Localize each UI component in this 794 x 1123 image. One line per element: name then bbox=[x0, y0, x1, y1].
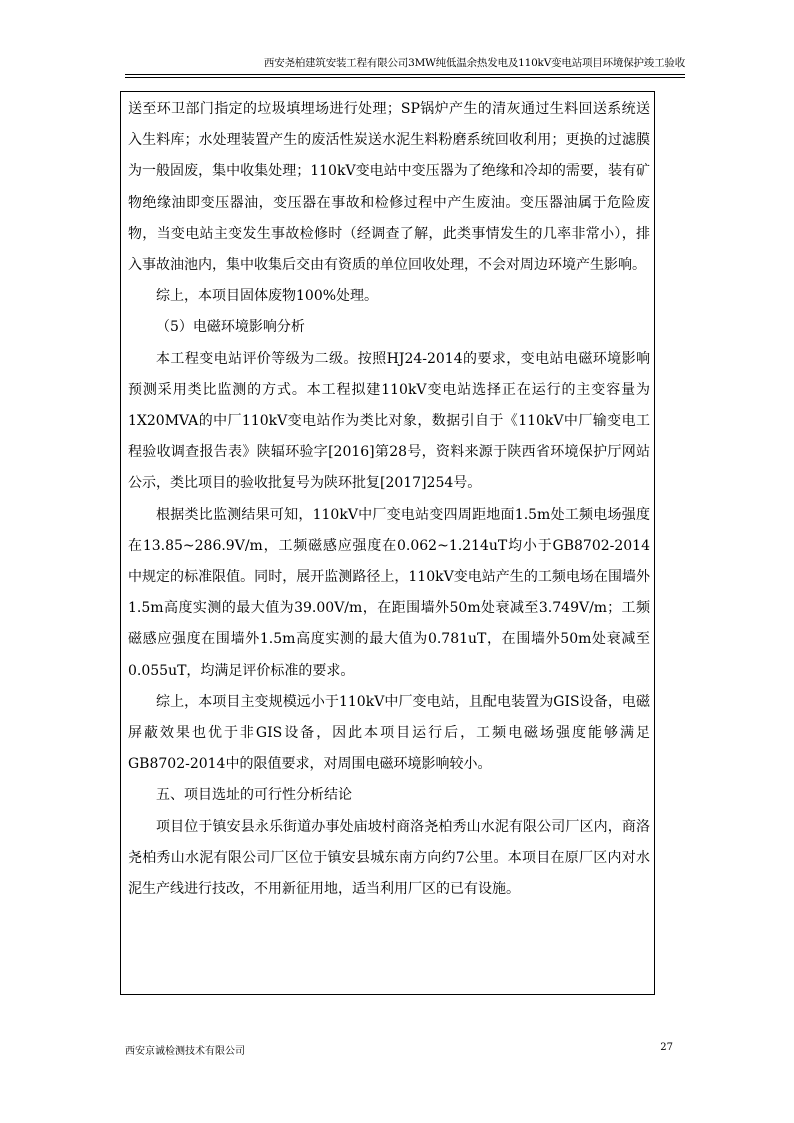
page-header-title: 西安尧柏建筑安装工程有限公司3MW纯低温余热发电及110kV变电站项目环境保护竣工验收 bbox=[263, 57, 685, 69]
paragraph-monitoring-results: 根据类比监测结果可知，110kV中厂变电站变四周距地面1.5m处工频电场强度在13.85~286.9V/m，工频磁感应强度在0.062~1.214uT均小于GB8702-2014中规定的标准限值。同时，展开监测路径上，110kV变电站产生的工频电场在围墙外1.5m高度实测的最大值为39.00V/m，在距围墙外50m处衰减至3.749V/m；工频磁感应强度在围墙外1.5m高度实测的最大值为0.781uT，在围墙外50m处衰减至0.055uT，均满足评价标准的要求。 bbox=[128, 506, 650, 679]
header-rule-top bbox=[125, 74, 685, 75]
paragraph-solid-waste-summary: 综上，本项目固体废物100%处理。 bbox=[156, 288, 379, 305]
page-number: 27 bbox=[660, 1042, 673, 1053]
header-rule-bottom bbox=[125, 77, 685, 78]
section-heading-electromagnetic: （5）电磁环境影响分析 bbox=[156, 319, 305, 336]
paragraph-electromagnetic-summary: 综上，本项目主变规模远小于110kV中厂变电站，且配电装置为GIS设备，电磁屏蔽效果也优于非GIS设备，因此本项目运行后，工频电磁场强度能够满足GB8702-2014中的限值要求，对周围电磁环境影响较小。 bbox=[128, 693, 650, 773]
paragraph-substation-evaluation: 本工程变电站评价等级为二级。按照HJ24-2014的要求，变电站电磁环境影响预测采用类比监测的方式。本工程拟建110kV变电站选择正在运行的主变容量为1X20MVA的中厂110kV变电站作为类比对象，数据引自于《110kV中厂输变电工程验收调查报告表》陕辐环验字[2016]第28号，资料来源于陕西省环境保护厅网站公示，类比项目的验收批复号为陕环批复[2017]254号。 bbox=[128, 350, 650, 492]
paragraph-site-location: 项目位于镇安县永乐街道办事处庙坡村商洛尧柏秀山水泥有限公司厂区内，商洛尧柏秀山水泥有限公司厂区位于镇安县城东南方向约7公里。本项目在原厂区内对水泥生产线进行技改，不用新征用地，适当利用厂区的已有设施。 bbox=[128, 818, 650, 898]
body-text bbox=[128, 94, 650, 905]
section-heading-site-feasibility: 五、项目选址的可行性分析结论 bbox=[156, 787, 352, 804]
paragraph-solid-waste-continued: 送至环卫部门指定的垃圾填埋场进行处理；SP锅炉产生的清灰通过生料回送系统送入生料库；水处理装置产生的废活性炭送水泥生料粉磨系统回收利用；更换的过滤膜为一般固废，集中收集处理；110kV变电站中变压器为了绝缘和冷却的需要，装有矿物绝缘油即变压器油，变压器在事故和检修过程中产生废油。变压器油属于危险废物，当变电站主变发生事故检修时（经调查了解，此类事情发生的几率非常小），排入事故油池内，集中收集后交由有资质的单位回收处理，不会对周边环境产生影响。 bbox=[128, 101, 650, 274]
footer-company: 西安京诚检测技术有限公司 bbox=[125, 1046, 245, 1057]
content-frame bbox=[120, 91, 655, 995]
